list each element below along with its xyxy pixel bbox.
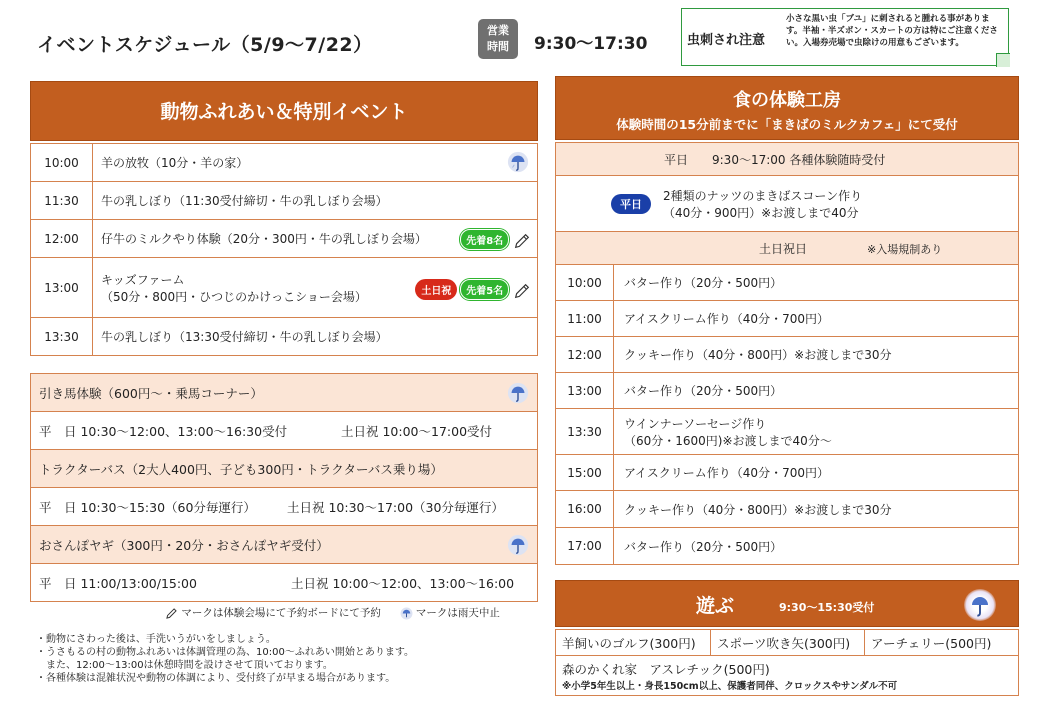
play-header xyxy=(555,580,1019,627)
weekday-head-row xyxy=(556,143,1019,176)
play-item: スポーツ吹き矢(300円) xyxy=(711,630,865,656)
row-desc: クッキー作り（40分・800円）※お渡しまで30分 xyxy=(614,491,1019,528)
row-desc: バター作り（20分・500円） xyxy=(614,373,1019,409)
sub-event-title xyxy=(31,526,538,564)
holiday-head xyxy=(556,232,1019,265)
table-row xyxy=(556,337,1019,373)
table-row xyxy=(556,491,1019,528)
row-desc-line2: （50分・800円・ひつじのかけっこショー会場） xyxy=(101,289,367,304)
umbrella-icon xyxy=(507,382,529,404)
row-desc-line1: ウインナーソーセージ作り xyxy=(624,416,767,431)
table-row xyxy=(556,301,1019,337)
holiday-head-row xyxy=(556,232,1019,265)
row-time: 13:30 xyxy=(31,318,93,356)
pencil-icon xyxy=(513,282,531,300)
table-row xyxy=(31,144,538,182)
play-hours: 9:30〜15:30受付 xyxy=(779,601,875,614)
table-row xyxy=(31,220,538,258)
sub-event-title-text: おさんぽヤギ（300円・20分・おさんぽヤギ受付） xyxy=(39,537,329,553)
food-subtitle: 体験時間の15分前までに「まきばのミルクカフェ」にて受付 xyxy=(616,117,958,132)
sub-event-title: トラクターバス（2大人400円、子ども300円・トラクターバス乗り場） xyxy=(31,450,538,488)
play-forest xyxy=(556,656,1019,696)
sub-event-title xyxy=(31,374,538,412)
sub-event-times-row xyxy=(31,412,538,450)
sub-event-times-row xyxy=(31,564,538,602)
holiday-times: 土日祝 10:00〜17:00受付 xyxy=(341,423,493,439)
food-table xyxy=(555,142,1019,565)
sub-event-times xyxy=(31,412,538,450)
note-line: ・動物にさわった後は、手洗いうがいをしましょう。 xyxy=(36,634,276,645)
weekday-times: 平 日 11:00/13:00/15:00 xyxy=(39,575,197,591)
weekday-badge: 平日 xyxy=(611,194,651,214)
row-time: 16:00 xyxy=(556,491,614,528)
notice-fold-corner xyxy=(996,53,1010,67)
row-time: 13:00 xyxy=(31,258,93,318)
umbrella-icon xyxy=(507,534,529,556)
row-desc xyxy=(93,220,538,258)
row-desc: 牛の乳しぼり（13:30受付締切・牛の乳しぼり会場） xyxy=(93,318,538,356)
hours-badge-line1: 営業 xyxy=(487,24,509,37)
row-time: 12:00 xyxy=(556,337,614,373)
row-time: 13:00 xyxy=(556,373,614,409)
hours-badge xyxy=(478,19,518,59)
row-desc: アイスクリーム作り（40分・700円） xyxy=(614,455,1019,491)
legend xyxy=(165,605,500,620)
row-desc-text: 仔牛のミルクやり体験（20分・300円・牛の乳しぼり会場） xyxy=(101,232,427,246)
row-desc xyxy=(93,258,538,318)
pencil-icon xyxy=(165,607,178,620)
row-desc: 牛の乳しぼり（11:30受付締切・牛の乳しぼり会場） xyxy=(93,182,538,220)
row-desc-text: 羊の放牧（10分・羊の家） xyxy=(101,156,249,170)
first-come-badge: 先着8名 xyxy=(460,229,509,250)
row-desc xyxy=(93,144,538,182)
umbrella-icon xyxy=(400,607,413,620)
food-header xyxy=(555,76,1019,140)
row-desc xyxy=(614,409,1019,455)
animal-events-table xyxy=(30,143,538,356)
note-line: ・うさもるの村の動物ふれあいは体調管理の為、10:00〜ふれあい開始とあります。 xyxy=(36,647,415,658)
table-row xyxy=(556,373,1019,409)
table-row xyxy=(556,455,1019,491)
play-title: 遊ぶ xyxy=(696,595,735,617)
forest-title: 森のかくれ家 アスレチック(500円) xyxy=(562,661,770,677)
table-row xyxy=(31,318,538,356)
table-row xyxy=(556,265,1019,301)
sub-event-title-row xyxy=(31,526,538,564)
holiday-head-text: 土日祝日 xyxy=(759,241,808,256)
play-items-row xyxy=(556,630,1019,656)
opening-hours: 9:30〜17:30 xyxy=(534,34,648,54)
row-desc: アイスクリーム作り（40分・700円） xyxy=(614,301,1019,337)
table-row xyxy=(556,409,1019,455)
play-table xyxy=(555,629,1019,696)
sub-event-times-row xyxy=(31,488,538,526)
umbrella-icon xyxy=(964,589,996,621)
row-time: 15:00 xyxy=(556,455,614,491)
note-line: また、12:00〜13:00は休憩時間を設けさせて頂いております。 xyxy=(36,660,333,671)
holiday-times: 土日祝 10:00〜12:00、13:00〜16:00 xyxy=(291,575,515,591)
weekday-times: 平 日 10:30〜12:00、13:00〜16:30受付 xyxy=(39,423,288,439)
row-time: 11:00 xyxy=(556,301,614,337)
weekday-head: 平日 9:30〜17:00 各種体験随時受付 xyxy=(556,143,1019,176)
page-title: イベントスケジュール（5/9〜7/22） xyxy=(37,34,373,56)
row-time: 10:00 xyxy=(556,265,614,301)
play-item: アーチェリー(500円) xyxy=(865,630,1019,656)
notice-text: 小さな黒い虫「ブユ」に刺されると腫れる事があります。半袖・半ズボン・スカートの方は特にご注意ください。入場券売場で虫除けの用意もございます。 xyxy=(786,14,998,48)
umbrella-icon xyxy=(507,151,529,173)
note-line: ・各種体験は混雑状況や動物の体調により、受付終了が早まる場合があります。 xyxy=(36,673,396,684)
holiday-times: 土日祝 10:30〜17:00（30分毎運行） xyxy=(287,499,504,515)
notice-title: 虫刺され注意 xyxy=(687,33,766,48)
hours-badge-line2: 時間 xyxy=(487,40,509,53)
notes xyxy=(36,633,414,685)
row-time: 13:30 xyxy=(556,409,614,455)
sub-event-title-row xyxy=(31,450,538,488)
table-row xyxy=(31,258,538,318)
sub-events-table xyxy=(30,373,538,602)
first-come-badge: 先着5名 xyxy=(460,279,509,300)
sub-event-times xyxy=(31,564,538,602)
sub-event-title-text: 引き馬体験（600円〜・乗馬コーナー） xyxy=(39,385,263,401)
row-time: 10:00 xyxy=(31,144,93,182)
forest-note: ※小学5年生以上・身長150cm以上、保護者同伴、クロックスやサンダル不可 xyxy=(562,680,898,692)
insect-notice xyxy=(681,8,1009,66)
play-item: 羊飼いのゴルフ(300円) xyxy=(556,630,711,656)
animal-events-header: 動物ふれあい＆特別イベント xyxy=(30,81,538,141)
row-desc-line2: （60分・1600円)※お渡しまで40分〜 xyxy=(624,433,832,448)
weekday-item-row xyxy=(556,176,1019,232)
legend-umbrella-text: マークは雨天中止 xyxy=(415,607,500,619)
legend-pencil-text: マークは体験会場にて予約ボードにて予約 xyxy=(181,607,381,619)
holiday-note: ※入場規制あり xyxy=(867,242,943,256)
food-title: 食の体験工房 xyxy=(733,90,841,111)
weekend-badge: 土日祝 xyxy=(416,280,456,299)
pencil-icon xyxy=(513,232,531,250)
weekday-item xyxy=(556,176,1019,232)
table-row xyxy=(556,528,1019,565)
row-time: 17:00 xyxy=(556,528,614,565)
row-desc: バター作り（20分・500円） xyxy=(614,265,1019,301)
row-desc-line1: キッズファーム xyxy=(101,272,185,287)
weekday-item-line1: 2種類のナッツのまきばスコーン作り xyxy=(663,188,863,203)
row-desc: クッキー作り（40分・800円）※お渡しまで30分 xyxy=(614,337,1019,373)
row-time: 12:00 xyxy=(31,220,93,258)
sub-event-times xyxy=(31,488,538,526)
sub-event-title-row xyxy=(31,374,538,412)
row-desc: バター作り（20分・500円） xyxy=(614,528,1019,565)
weekday-times: 平 日 10:30〜15:30（60分毎運行） xyxy=(39,499,256,515)
table-row xyxy=(31,182,538,220)
play-forest-row xyxy=(556,656,1019,696)
row-time: 11:30 xyxy=(31,182,93,220)
weekday-item-line2: （40分・900円）※お渡しまで40分 xyxy=(663,205,859,220)
